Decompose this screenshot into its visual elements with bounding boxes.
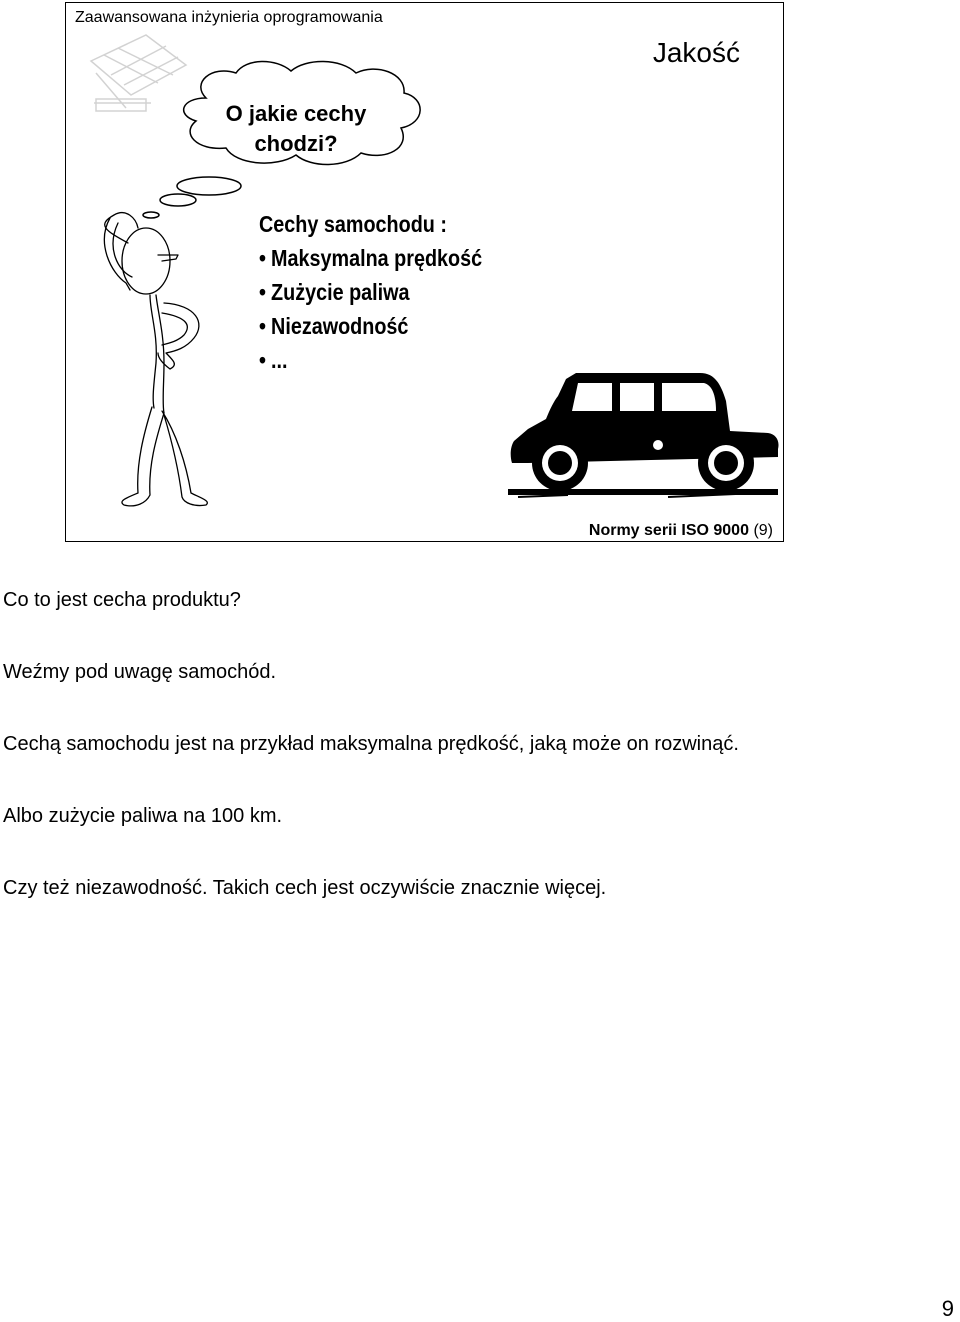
speaker-notes bbox=[3, 588, 739, 948]
feature-label: Zużycie paliwa bbox=[271, 279, 410, 305]
note-paragraph: Czy też niezawodność. Takich cech jest oczywiście znacznie więcej. bbox=[3, 877, 607, 899]
car-icon bbox=[508, 373, 779, 497]
thought-bubble-text bbox=[196, 99, 396, 159]
feature-label: Maksymalna prędkość bbox=[271, 245, 483, 271]
bullet-icon: • bbox=[259, 313, 266, 339]
feature-item bbox=[259, 309, 482, 343]
thinking-man-icon bbox=[104, 213, 207, 506]
thought-bubble-line-2: chodzi? bbox=[254, 131, 338, 156]
note-paragraph: Albo zużycie paliwa na 100 km. bbox=[3, 805, 283, 827]
feature-item bbox=[259, 241, 482, 275]
feature-item bbox=[259, 275, 482, 309]
thought-bubble-line-1: O jakie cechy bbox=[225, 101, 367, 126]
course-title: Zaawansowana inżynieria oprogramowania bbox=[75, 9, 383, 26]
features-title: Cechy samochodu : bbox=[259, 211, 447, 237]
note-paragraph: Cechą samochodu jest na przykład maksymalna prędkość, jaką może on rozwinąć. bbox=[3, 733, 739, 755]
slide-frame bbox=[65, 2, 784, 542]
bullet-icon: • bbox=[259, 347, 266, 373]
note-paragraph: Co to jest cecha produktu? bbox=[3, 589, 241, 611]
car-features bbox=[259, 207, 482, 377]
watermark-logo-icon bbox=[91, 35, 186, 111]
bullet-icon: • bbox=[259, 279, 266, 305]
bullet-icon: • bbox=[259, 245, 266, 271]
note-paragraph: Weźmy pod uwagę samochód. bbox=[3, 661, 277, 683]
feature-item bbox=[259, 343, 482, 377]
footer-series: Normy serii ISO 9000 bbox=[588, 522, 749, 539]
slide-title: Jakość bbox=[652, 37, 740, 68]
feature-label: ... bbox=[271, 347, 288, 373]
slide-footer bbox=[589, 522, 773, 540]
feature-label: Niezawodność bbox=[271, 313, 409, 339]
features-list bbox=[259, 241, 482, 377]
footer-slide-number: (9) bbox=[753, 522, 773, 539]
page-number: 9 bbox=[941, 1296, 954, 1321]
